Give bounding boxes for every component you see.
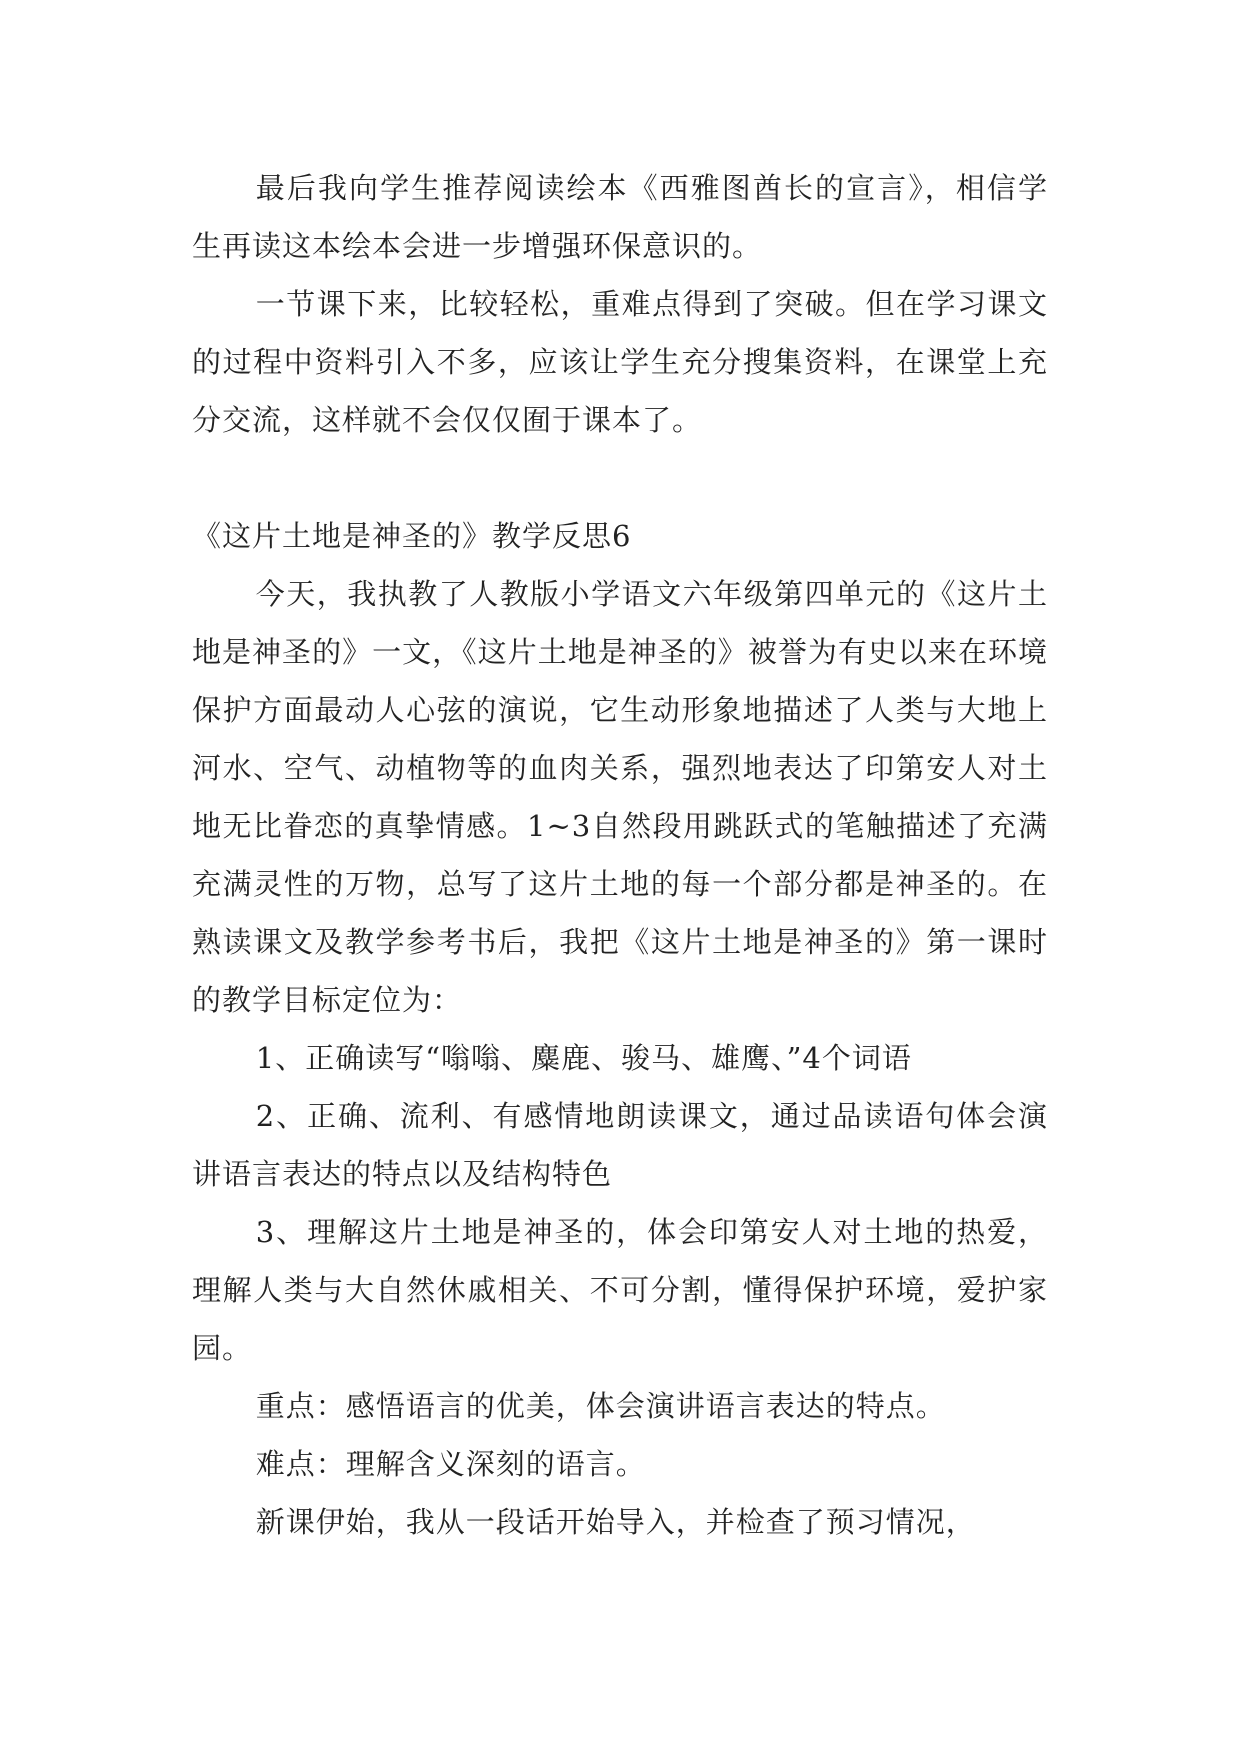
paragraph-recommend-reading: 最后我向学生推荐阅读绘本《西雅图酋长的宣言》，相信学生再读这本绘本会进一步增强环保意识的。 bbox=[192, 171, 1048, 263]
section-title: 《这片土地是神圣的》教学反思6 bbox=[192, 519, 632, 553]
paragraph-lesson-summary: 一节课下来，比较轻松，重难点得到了突破。但在学习课文的过程中资料引入不多，应该让学生充分搜集资料，在课堂上充分交流，这样就不会仅仅囿于课本了。 bbox=[192, 287, 1048, 437]
paragraph-goal-2: 2、正确、流利、有感情地朗读课文，通过品读语句体会演讲语言表达的特点以及结构特色 bbox=[192, 1099, 1048, 1191]
paragraph-difficulty: 难点：理解含义深刻的语言。 bbox=[255, 1447, 646, 1481]
paragraph-key-point: 重点：感悟语言的优美，体会演讲语言表达的特点。 bbox=[255, 1389, 946, 1423]
paragraph-lesson-start: 新课伊始，我从一段话开始导入，并检查了预习情况， bbox=[255, 1505, 976, 1539]
paragraph-goal-1: 1、正确读写“嗡嗡、麋鹿、骏马、雄鹰、”4个词语 bbox=[255, 1041, 912, 1075]
paragraph-introduction: 今天，我执教了人教版小学语文六年级第四单元的《这片土地是神圣的》一文，《这片土地是神圣的》被誉为有史以来在环境保护方面最动人心弦的演说，它生动形象地描述了人类与大地上河水、空气、动植物等的血肉关系，强烈地表达了印第安人对土地无比眷恋的真挚情感。1~3自然段用跳跃式的笔触描述了充满充满灵性的万物，总写了这片土地的每一个部分都是神圣的。在熟读课文及教学参考书后，我把《这片土地是神圣的》第一课时的教学目标定位为： bbox=[192, 577, 1048, 1017]
paragraph-goal-3: 3、理解这片土地是神圣的，体会印第安人对土地的热爱，理解人类与大自然休戚相关、不可分割，懂得保护环境，爱护家园。 bbox=[192, 1215, 1048, 1365]
document-body bbox=[192, 159, 1048, 1551]
